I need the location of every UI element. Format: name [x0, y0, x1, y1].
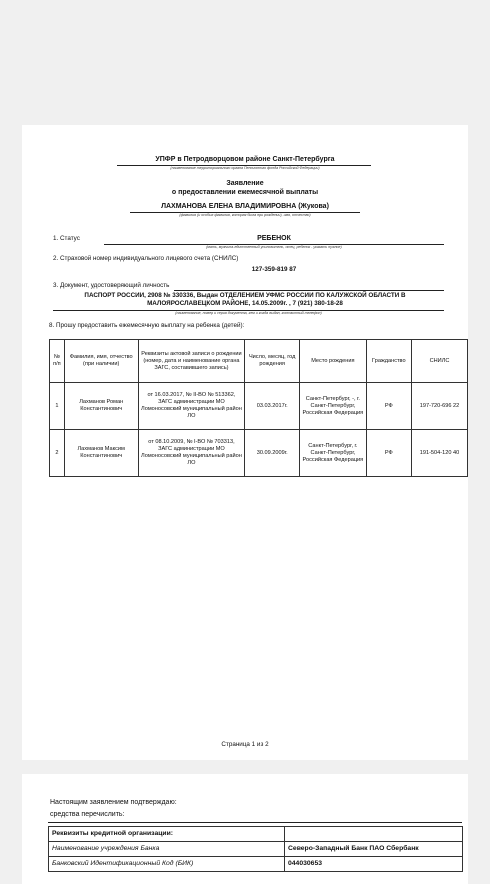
bank-row-label: Наименование учреждения Банка: [49, 842, 285, 857]
divider: [174, 290, 444, 291]
status-value: РЕБЕНОК: [257, 235, 291, 242]
bank-row-value: Северо-Западный Банк ПАО Сбербанк: [285, 842, 463, 857]
doc-line-1: ПАСПОРТ РОССИИ, 2908 № 330336, Выдан ОТДЕЛЕНИЕМ УФМС РОССИИ ПО КАЛУЖСКОЙ ОБЛАСТИ В: [84, 292, 406, 299]
doc-line-2: МАЛОЯРОСЛАВЕЦКОМ РАЙОНЕ, 14.05.2009г. , 7 (921) 380-18-28: [147, 300, 343, 307]
doc-label: 3. Документ, удостоверяющий личность: [53, 282, 170, 289]
transfer-text: средства перечислить:: [50, 811, 125, 818]
bank-row-value: 044030653: [285, 857, 463, 872]
org-caption: (наименование территориального органа Пенсионного фонда Российской Федерации): [170, 166, 320, 170]
divider: [48, 822, 462, 823]
column-header: Фамилия, имя, отчество (при наличии): [64, 340, 138, 383]
column-header: Гражданство: [366, 340, 411, 383]
birth-date: 03.03.2017г.: [245, 383, 300, 430]
table-row: [49, 842, 463, 857]
citizenship: РФ: [366, 383, 411, 430]
child-name: Лахманов Роман Константинович: [64, 383, 138, 430]
applicant-name: ЛАХМАНОВА ЕЛЕНА ВЛАДИМИРОВНА (Жукова): [161, 203, 329, 210]
page-footer: Страница 1 из 2: [221, 741, 269, 748]
birth-record: от 16.03.2017, № II-ВО № 513362, ЗАГС администрации МО Ломоносовский муниципальный район ЛО: [138, 383, 245, 430]
snils-value: 127-359-819 87: [251, 266, 297, 273]
table-row: [50, 383, 468, 430]
children-table: [49, 339, 468, 477]
birth-place: Санкт-Петербург, г. Санкт-Петербург, Российская Федерация: [300, 430, 367, 477]
applicant-caption: (фамилия (и особых фамилия, которая была при рождении), имя, отчество): [179, 213, 311, 217]
table-row: [49, 857, 463, 872]
document-page-2: [22, 774, 468, 884]
column-header: СНИЛС: [412, 340, 468, 383]
column-header: № п/п: [50, 340, 65, 383]
confirm-text: Настоящим заявлением подтверждаю:: [50, 799, 177, 806]
bank-details-table: [48, 826, 463, 872]
child-number: 2: [50, 430, 65, 477]
child-snils: 191-504-120 40: [412, 430, 468, 477]
doc-caption: (наименование, номер и серия документа, кем и когда выдан, контактный телефон): [175, 311, 322, 315]
org-title: УПФР в Петродворцовом районе Санкт-Петербурга: [155, 156, 335, 163]
column-header: Место рождения: [300, 340, 367, 383]
status-label: 1. Статус: [53, 235, 80, 242]
document-page-1: [22, 125, 468, 760]
table-row: [50, 430, 468, 477]
title-line-2: о предоставлении ежемесячной выплаты: [171, 189, 319, 196]
snils-label: 2. Страховой номер индивидуального лицевого счета (СНИЛС): [53, 255, 239, 262]
child-number: 1: [50, 383, 65, 430]
bank-header: Реквизиты кредитной организации:: [49, 827, 285, 842]
column-header: Число, месяц, год рождения: [245, 340, 300, 383]
request-text: 8. Прошу предоставить ежемесячную выплату на ребенка (детей):: [49, 322, 245, 329]
birth-record: от 08.10.2009, № I-ВО № 703313, ЗАГС администрации МО Ломоносовский муниципальный район ЛО: [138, 430, 245, 477]
bank-row-label: Банковский Идентификационный Код (БИК): [49, 857, 285, 872]
citizenship: РФ: [366, 430, 411, 477]
birth-date: 30.09.2009г.: [245, 430, 300, 477]
table-header-row: [50, 340, 468, 383]
birth-place: Санкт-Петербург, -, г. Санкт-Петербург, Российская Федерация: [300, 383, 367, 430]
bank-header-empty: [285, 827, 463, 842]
child-snils: 197-720-696 22: [412, 383, 468, 430]
child-name: Лахманов Максим Константинович: [64, 430, 138, 477]
title-line-1: Заявление: [226, 180, 264, 187]
status-caption: (мать, мужчина-единственный усыновитель, отец, ребенок - указать нужное): [206, 245, 342, 249]
column-header: Реквизиты актовой записи о рождении (номер, дата и наименование органа ЗАГС, составившего запись): [138, 340, 245, 383]
table-row: [49, 827, 463, 842]
